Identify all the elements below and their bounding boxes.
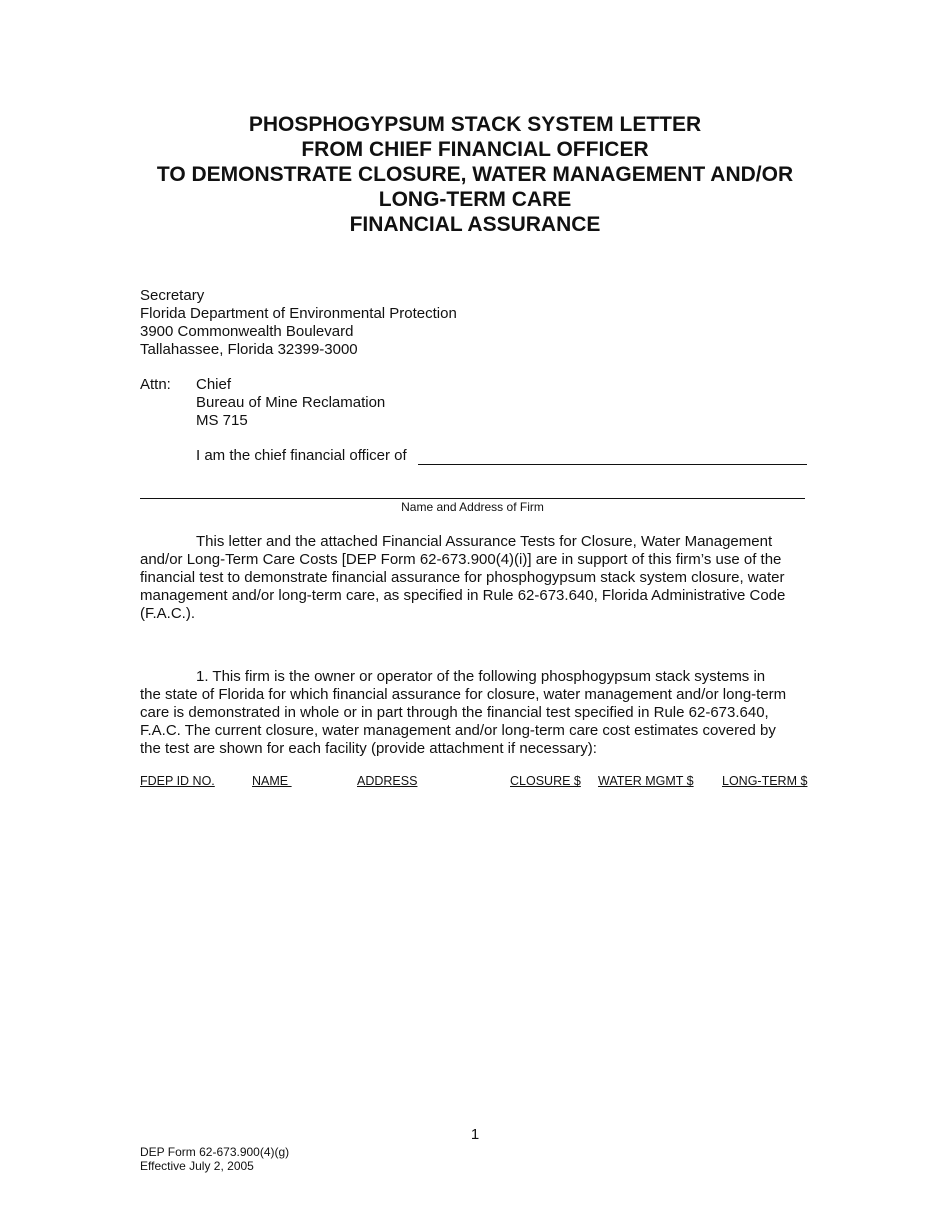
recipient-line: Florida Department of Environmental Protection [140, 305, 457, 322]
page-number: 1 [470, 1126, 480, 1143]
paragraph-line: care is demonstrated in whole or in part through the financial test specified in Rule 62-673.640, [140, 704, 769, 721]
paragraph-line: F.A.C. The current closure, water management and/or long-term care cost estimates covered by [140, 722, 776, 739]
title-line: LONG-TERM CARE [378, 188, 572, 211]
paragraph-line: management and/or long-term care, as specified in Rule 62-673.640, Florida Administrative Code [140, 587, 786, 604]
header-long-term: LONG-TERM $ [722, 774, 808, 788]
form-footer [140, 1145, 289, 1173]
title-line: PHOSPHOGYPSUM STACK SYSTEM LETTER [248, 113, 702, 136]
recipient-line: Secretary [140, 287, 205, 304]
attn-line: Chief [196, 376, 232, 393]
paragraph-line: This letter and the attached Financial Assurance Tests for Closure, Water Management [196, 533, 773, 550]
paragraph-line: and/or Long-Term Care Costs [DEP Form 62-673.900(4)(i)] are in support of this firm’s use of the [140, 551, 782, 568]
paragraph-intro [140, 533, 810, 623]
recipient-line: Tallahassee, Florida 32399-3000 [140, 341, 358, 358]
firm-address-blank-line [140, 498, 805, 499]
firm-caption: Name and Address of Firm [401, 500, 544, 514]
paragraph-line: (F.A.C.). [140, 605, 195, 622]
cfo-statement: I am the chief financial officer of [196, 447, 407, 464]
attn-line: Bureau of Mine Reclamation [196, 394, 386, 411]
footer-form-id: DEP Form 62-673.900(4)(g) [140, 1145, 290, 1159]
title-line: FINANCIAL ASSURANCE [349, 213, 601, 236]
header-water-mgmt: WATER MGMT $ [598, 774, 694, 788]
footer-effective-date: Effective July 2, 2005 [140, 1159, 254, 1173]
header-closure: CLOSURE $ [510, 774, 581, 788]
title-line: FROM CHIEF FINANCIAL OFFICER [301, 138, 649, 161]
firm-name-blank-line [418, 464, 807, 465]
title-line: TO DEMONSTRATE CLOSURE, WATER MANAGEMENT AND/OR [156, 163, 794, 186]
paragraph-line: the state of Florida for which financial assurance for closure, water management and/or long-term [140, 686, 787, 703]
document-title [100, 112, 850, 237]
paragraph-line: financial test to demonstrate financial assurance for phosphogypsum stack system closure, water [140, 569, 785, 586]
attn-lines [196, 376, 385, 430]
recipient-address [140, 287, 457, 359]
attn-line: MS 715 [196, 412, 248, 429]
header-fdep-id: FDEP ID NO. [140, 774, 215, 788]
header-name: NAME [252, 774, 292, 788]
header-address: ADDRESS [357, 774, 418, 788]
paragraph-item-1 [140, 668, 810, 758]
paragraph-line: the test are shown for each facility (provide attachment if necessary): [140, 740, 597, 757]
facility-table-header [0, 774, 950, 792]
attn-label: Attn: [140, 376, 171, 393]
recipient-line: 3900 Commonwealth Boulevard [140, 323, 354, 340]
paragraph-line: 1. This firm is the owner or operator of the following phosphogypsum stack systems in [196, 668, 766, 685]
